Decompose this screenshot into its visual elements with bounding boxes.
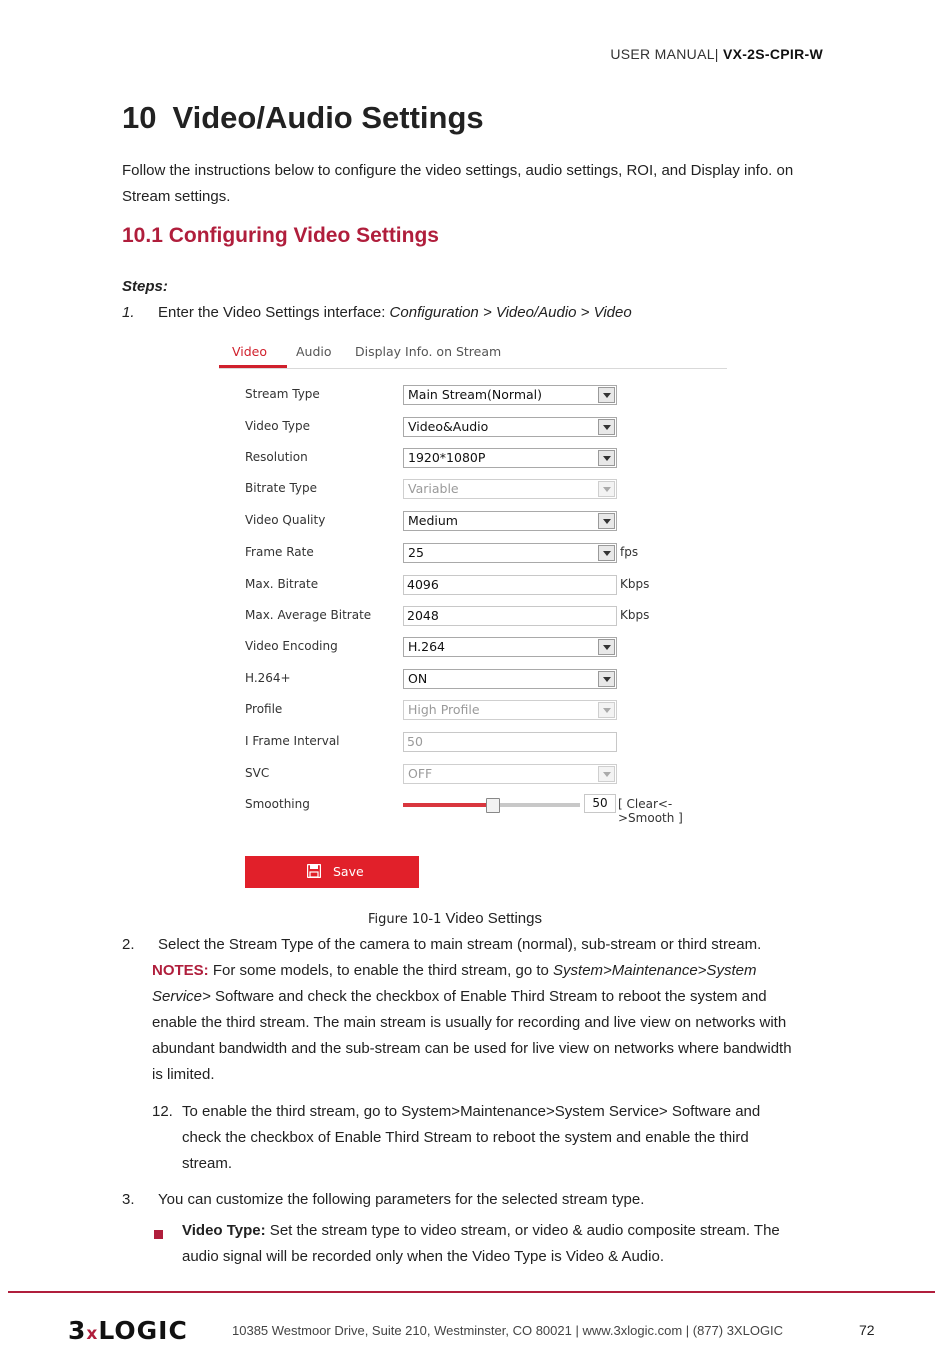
max-average-bitrate-value: 2048 — [407, 608, 439, 623]
stream-type-label: Stream Type — [245, 387, 320, 401]
frame-rate-label: Frame Rate — [245, 545, 314, 559]
chevron-down-icon — [598, 766, 615, 782]
bullet-text-1: Set the stream type to video stream, or video & audio composite stream. The — [265, 1222, 780, 1239]
smoothing-row — [245, 795, 725, 825]
max-bitrate-value: 4096 — [407, 577, 439, 592]
item-12-line-2: check the checkbox of Enable Third Stream to reboot the system and enable the third — [182, 1129, 749, 1146]
step-3-number: 3. — [122, 1191, 135, 1208]
smoothing-slider-fill — [403, 803, 486, 807]
max-bitrate-input[interactable] — [403, 575, 617, 595]
bitrate-type-label: Bitrate Type — [245, 481, 318, 495]
smoothing-range-note: [ Clear<->Smooth ] — [618, 797, 683, 825]
stream-type-row — [245, 385, 725, 405]
chapter-title-text: Video/Audio Settings — [172, 100, 484, 135]
video-quality-value: Medium — [408, 513, 458, 528]
figure-number: Figure 10-1 — [368, 912, 442, 927]
video-type-value: Video&Audio — [408, 419, 489, 434]
frame-rate-unit: fps — [620, 545, 639, 559]
video-encoding-row — [245, 637, 725, 657]
resolution-row — [245, 448, 725, 468]
step-1-text — [158, 300, 632, 326]
resolution-value: 1920*1080P — [408, 450, 486, 465]
smoothing-value-input[interactable]: 50 — [584, 794, 616, 813]
step-1 — [122, 300, 135, 326]
svc-row — [245, 764, 725, 784]
chapter-number: 10 — [122, 100, 157, 135]
chevron-down-icon[interactable] — [598, 387, 615, 403]
profile-value: High Profile — [408, 702, 480, 717]
step-1-number: 1. — [122, 304, 135, 321]
frame-rate-row — [245, 543, 725, 563]
save-label: Save — [333, 864, 364, 879]
smoothing-label: Smoothing — [245, 797, 310, 811]
video-quality-row — [245, 511, 725, 531]
h264plus-select[interactable] — [403, 669, 617, 689]
chevron-down-icon[interactable] — [598, 419, 615, 435]
step-1-body: Enter the Video Settings interface: — [158, 304, 390, 321]
notes-line-4: abundant bandwidth and the sub-stream can be used for live view on networks where bandwidth — [152, 1040, 792, 1057]
max-average-bitrate-label: Max. Average Bitrate — [245, 608, 372, 622]
bitrate-type-row — [245, 479, 725, 499]
chevron-down-icon[interactable] — [598, 513, 615, 529]
frame-rate-select[interactable] — [403, 543, 617, 563]
header-model: VX-2S-CPIR-W — [722, 46, 823, 62]
active-tab-indicator — [219, 365, 287, 368]
step-2-text: Select the Stream Type of the camera to main stream (normal), sub-stream or third stream. — [158, 936, 762, 953]
smoothing-slider-handle[interactable] — [486, 798, 500, 813]
item-12-text — [182, 1099, 822, 1177]
notes-path-1: System>Maintenance>System — [553, 962, 757, 979]
video-settings-figure — [219, 338, 727, 894]
chevron-down-icon[interactable] — [598, 639, 615, 655]
settings-tabs — [219, 338, 727, 369]
stream-type-select[interactable] — [403, 385, 617, 405]
video-encoding-select[interactable] — [403, 637, 617, 657]
item-12-line-3: stream. — [182, 1155, 233, 1172]
intro-line-1: Follow the instructions below to configure the video settings, audio settings, ROI, and Display info. on — [122, 162, 794, 179]
svc-value: OFF — [408, 766, 433, 781]
profile-select — [403, 700, 617, 720]
notes-line-2 — [152, 984, 832, 1010]
section-heading: 10.1 Configuring Video Settings — [122, 224, 439, 247]
h264plus-value: ON — [408, 671, 428, 686]
max-bitrate-row — [245, 575, 725, 595]
page-number: 72 — [859, 1322, 875, 1338]
chevron-down-icon[interactable] — [598, 450, 615, 466]
chevron-down-icon — [598, 481, 615, 497]
video-type-select[interactable] — [403, 417, 617, 437]
notes-line-1 — [152, 958, 832, 984]
notes-block — [152, 958, 832, 1088]
chapter-title — [122, 100, 484, 136]
tab-display-info[interactable]: Display Info. on Stream — [355, 344, 502, 359]
h264plus-row — [245, 669, 725, 689]
smoothing-slider[interactable] — [403, 803, 580, 807]
max-average-bitrate-row — [245, 606, 725, 626]
video-type-label: Video Type — [245, 419, 310, 433]
notes-line-5: is limited. — [152, 1066, 215, 1083]
stream-type-value: Main Stream(Normal) — [408, 387, 543, 402]
step-3-text: You can customize the following parameters for the selected stream type. — [158, 1191, 645, 1208]
bitrate-type-select — [403, 479, 617, 499]
bullet-line-1 — [182, 1218, 822, 1244]
tab-video[interactable]: Video — [232, 344, 268, 359]
figure-caption-text: Video Settings — [441, 910, 542, 927]
notes-text-1: For some models, to enable the third stream, go to — [208, 962, 554, 979]
figure-caption — [0, 910, 910, 927]
frame-rate-value: 25 — [408, 545, 424, 560]
intro-line-2: Stream settings. — [122, 188, 231, 205]
h264plus-label: H.264+ — [245, 671, 291, 685]
chevron-down-icon[interactable] — [598, 545, 615, 561]
save-button[interactable] — [245, 856, 419, 888]
floppy-disk-icon — [307, 864, 321, 878]
chevron-down-icon — [598, 702, 615, 718]
video-quality-select[interactable] — [403, 511, 617, 531]
item-12-number: 12. — [152, 1103, 173, 1120]
steps-label: Steps: — [122, 278, 168, 295]
bitrate-type-value: Variable — [408, 481, 459, 496]
item-12-line-1: To enable the third stream, go to System>Maintenance>System Service> Software and — [182, 1103, 761, 1120]
company-logo — [68, 1316, 188, 1345]
logo-part-b: LOGIC — [98, 1316, 188, 1345]
video-type-row — [245, 417, 725, 437]
profile-row — [245, 700, 725, 720]
intro-paragraph — [122, 158, 822, 210]
header-prefix: USER MANUAL| — [610, 46, 719, 62]
iframe-interval-value: 50 — [407, 734, 423, 749]
svc-label: SVC — [245, 766, 270, 780]
svc-select — [403, 764, 617, 784]
profile-label: Profile — [245, 702, 283, 716]
notes-label: NOTES: — [152, 962, 209, 979]
max-bitrate-unit: Kbps — [620, 577, 650, 591]
max-average-bitrate-input[interactable] — [403, 606, 617, 626]
iframe-interval-row — [245, 732, 725, 752]
footer-address: 10385 Westmoor Drive, Suite 210, Westminster, CO 80021 | www.3xlogic.com | (877) 3XLOGIC — [232, 1323, 784, 1338]
tab-audio[interactable]: Audio — [296, 344, 332, 359]
bullet-line-2: audio signal will be recorded only when the Video Type is Video & Audio. — [182, 1248, 664, 1265]
video-quality-label: Video Quality — [245, 513, 326, 527]
video-encoding-label: Video Encoding — [245, 639, 338, 653]
step-1-path: Configuration > Video/Audio > Video — [389, 304, 632, 321]
resolution-label: Resolution — [245, 450, 308, 464]
page-header — [0, 46, 823, 62]
logo-part-a: 3 — [68, 1316, 87, 1345]
chevron-down-icon[interactable] — [598, 671, 615, 687]
max-bitrate-label: Max. Bitrate — [245, 577, 319, 591]
notes-line-3: enable the third stream. The main stream is usually for recording and live view on networks with — [152, 1014, 787, 1031]
step-2-number: 2. — [122, 936, 135, 953]
notes-path-2: Service> — [152, 988, 211, 1005]
bullet-square-icon — [154, 1226, 163, 1244]
iframe-interval-input — [403, 732, 617, 752]
resolution-select[interactable] — [403, 448, 617, 468]
bullet-label: Video Type: — [182, 1222, 266, 1239]
video-type-bullet — [182, 1218, 822, 1270]
max-average-bitrate-unit: Kbps — [620, 608, 650, 622]
notes-text-2: Software and check the checkbox of Enable Third Stream to reboot the system and — [210, 988, 767, 1005]
video-encoding-value: H.264 — [408, 639, 446, 654]
logo-part-x: x — [86, 1324, 99, 1344]
iframe-interval-label: I Frame Interval — [245, 734, 340, 748]
footer-divider — [8, 1291, 935, 1293]
